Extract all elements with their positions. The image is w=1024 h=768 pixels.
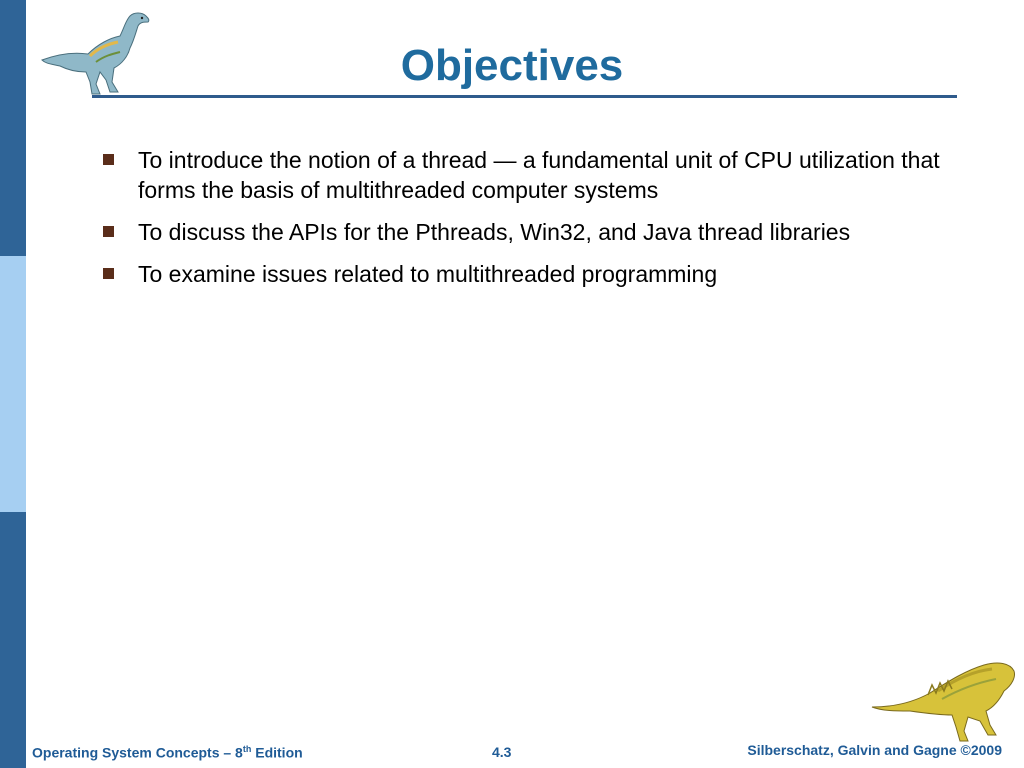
footer-authors: Silberschatz, Galvin and Gagne ©2009	[747, 742, 1002, 758]
list-item	[100, 145, 1000, 205]
bullet-text: To discuss the APIs for the Pthreads, Win32, and Java thread libraries	[138, 219, 851, 245]
footer-book-title: Operating System Concepts – 8th Edition	[32, 744, 303, 761]
bullet-text: To examine issues related to multithreaded programming	[138, 261, 718, 287]
slide-title: Objectives	[400, 41, 624, 90]
square-bullet-icon	[103, 226, 114, 237]
dinosaur-icon	[868, 655, 1018, 745]
footer-edition-superscript: th	[242, 744, 252, 754]
list-item	[100, 217, 1000, 247]
sidebar-band-bottom	[0, 512, 26, 768]
footer-page-number: 4.3	[492, 744, 512, 760]
sidebar-band-middle	[0, 256, 26, 512]
title-divider	[92, 95, 957, 98]
bullet-text: To introduce the notion of a thread — a fundamental unit of CPU utilization that forms the basis of multithreaded computer systems	[138, 147, 940, 203]
square-bullet-icon	[103, 268, 114, 279]
square-bullet-icon	[103, 154, 114, 165]
objectives-list	[100, 145, 1000, 301]
list-item	[100, 259, 1000, 289]
